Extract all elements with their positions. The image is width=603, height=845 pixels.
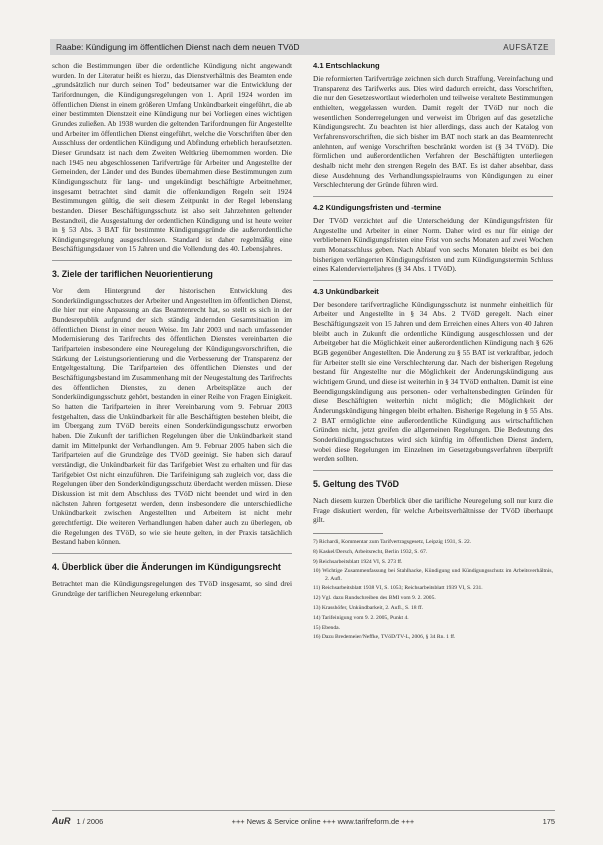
body-paragraph: schon die Bestimmungen über die ordentliche Kündigung nicht angewandt wurden. In der Literatur heißt es hierzu, das Dienstverhältnis des Beamten ende „grundsätzlich nur durch seinen Tod" bedeutsamer war die Entwicklung der Tarifordnungen, die Kündigungsregelungen von 1. April 1924 worden im öffentlichen Dienst in einem größeren Umfang Unkündbarkeit eingeführt, die ab einer bestimmten Dienstzeit eine Kündigung nur bei Vorliegen eines wichtigen Grundes zuließen. Ab 1938 wurden die geltenden Tarifordnungen für Angestellte und Arbeiter im öffentlichen Dienst eingeführt, welche die Vorschriften über den Ausschluss der ordentlichen Kündigung und Abfindung erheblich heraufsetzten. Dieser Grundsatz ist nach dem Zweiten Weltkrieg übernommen worden. Die nach 1945 neu abgeschlossenen Tarifverträge für Arbeiter und Angestellte der Gemeinden, der Länder und des Bundes übernahmen diese Bestimmungen zum Kündigungsschutz für lang- und ungekündigt beschäftigte Arbeitnehmer, insgesamt betrachtet sind damit die offenkundigen Regeln seit 1924 Bestimmungen gültig, die seit diesem Zeitpunkt in der Regel lebenslang bestanden. Dieser Beschäftigungsschutz ist also seit Jahrzehnten geltender Bestandteil, die Ausgestaltung der ordentlichen Kündigung und ist heute weiter in § 53 Abs. 3 BAT für bestimmte Kündigungsgründe die außerordentliche Kündigungsregelung ausgeschlossen. Standard ist daher regelmäßig eine Beschäftigungsdauer von 15 Jahren und die Vollendung des 40. Lebensjahres. [52, 61, 292, 254]
footnote: 8) Kaskel/Dersch, Arbeitsrecht, Berlin 1932, S. 67. [313, 548, 428, 555]
footnote: 7) Richardi, Kommentar zum Tarifvertragsgesetz, Leipzig 1931, S. 22. [313, 538, 472, 545]
section-divider [313, 280, 553, 281]
subsection-heading-4-3: 4.3 Unkündbarkeit [313, 286, 379, 296]
issue-number: 1 / 2006 [76, 816, 104, 826]
running-header-section: AUFSÄTZE [503, 42, 549, 52]
subsection-heading-4-2: 4.2 Kündigungsfristen und -termine [313, 202, 442, 212]
right-column [313, 61, 553, 644]
footer-rule [52, 810, 555, 811]
body-paragraph: Die reformierten Tarifverträge zeichnen sich durch Straffung, Vereinfachung und Transparenz des Tarifwerks aus. Dies wird dadurch erreicht, dass Vorschriften, die nur den Gesetzeswortlaut wiederholen und teilweise veraltete Bestimmungen enthielten, weggelassen wurden. Damit regelt der TVöD nur noch die wesentlichen Sonderregelungen und verweist im Übrigen auf das gesetzliche Kündigungsrecht. Zu beachten ist hier allerdings, dass auch der Katalog von Verfahrensvorschriften, die sich bisher im BAT noch stark an das Beamtenrecht anlehnten, auf wenige Vorschriften beschränkt worden ist (§ 34 TVöD). Die förmlichen und außerordentlichen Verfahren der Beschäftigten unterliegen deshalb nicht mehr den strengen Regeln des BAT. Es ist daher absehbar, dass diese Ausdehnung des Verhandlungsspielraums von Kündigungen zu einer Verschlechterung der Gründe führen wird. [313, 74, 553, 190]
footnote: 13) Krasshöfer, Unkündbarkeit, 2. Aufl., S. 18 ff. [313, 604, 423, 611]
footnote: 9) Reichsarbeitsblatt 1924 VI, S. 273 ff. [313, 558, 403, 565]
running-header-title: Raabe: Kündigung im öffentlichen Dienst nach dem neuen TVöD [56, 42, 300, 52]
footer-link[interactable]: +++ News & Service online +++ www.tarifreform.de +++ [231, 816, 415, 826]
body-paragraph: Der TVöD verzichtet auf die Unterscheidung der Kündigungsfristen für Angestellte und Arbeiter in einer Norm. Daher wird es nur für einige der verbliebenen Kündigungsfristen eine Frist von sechs Monaten auf zwei Wochen zum Monatsschluss geben. Nach Ablauf von sechs Monaten bleibt es bei den bisherigen verlängerten Kündigungsfristen und zum Kündigungstermin Schluss eines Kalendervierteljahres (§ 34 Abs. 1 TVöD). [313, 215, 553, 274]
footnote: 14) Tarifeinigung vom 9. 2. 2005, Punkt 4. [313, 614, 409, 621]
page-footer [52, 815, 555, 827]
footnote: 16) Dazu Bredemeier/Neffke, TVöD/TV-L, 2006, § 34 Rn. 1 ff. [313, 634, 456, 641]
running-header [50, 39, 555, 55]
section-divider [313, 196, 553, 197]
section-heading-3: 3. Ziele der tariflichen Neuorientierung [52, 269, 213, 280]
subsection-heading-4-1: 4.1 Entschlackung [313, 61, 380, 70]
section-heading-5: 5. Geltung des TVöD [313, 478, 400, 489]
section-divider [52, 553, 292, 554]
journal-logo: AuR [52, 816, 71, 826]
section-divider [313, 470, 553, 471]
left-column [52, 61, 292, 604]
footnote-rule [313, 533, 383, 534]
body-paragraph: Nach diesem kurzen Überblick über die tarifliche Neuregelung soll nur kurz die Frage diskutiert werden, für welche Arbeitsverhältnisse der TVöD überhaupt gilt. [313, 495, 553, 525]
footnote: 10) Wichtige Zusammenfassung bei Stahlhacke, Kündigung und Kündigungsschutz im Arbeitsverhältnis, 2. Aufl. [313, 568, 553, 582]
footer-left [52, 816, 103, 826]
footnote: 15) Ebenda. [313, 624, 341, 631]
footnote: 12) Vgl. dazu Rundschreiben des BMI vom 9. 2. 2005. [313, 595, 436, 602]
section-heading-4: 4. Überblick über die Änderungen im Kündigungsrecht [52, 561, 281, 572]
footnotes [313, 539, 553, 642]
body-paragraph: Betrachtet man die Kündigungsregelungen des TVöD insgesamt, so sind drei Grundzüge der tariflichen Neuregelung erkennbar: [52, 578, 292, 598]
page-number: 175 [542, 816, 555, 826]
footnote: 11) Reichsarbeitsblatt 1938 VI, S. 1053; Reichsarbeitsblatt 1939 VI, S. 231. [313, 585, 483, 592]
section-divider [52, 260, 292, 261]
body-paragraph: Vor dem Hintergrund der historischen Entwicklung des Sonderkündigungsschutzes der Arbeiter und Angestellten im öffentlichen Dienst, die hier nur eine Anpassung an das Beamtenrecht hat, so stellt es sich in der Bundesrepublik aufgrund der sich ständig ändernden Gesamtsituation im öffentlichen Dienst in einer neuen Weise. Im Jahr 2003 und nach umfassender Modernisierung des Tarifrechts des öffentlichen Dienstes vereinbarten die Tarifparteien insbesondere eine Neuregelung der Kündigungsvorschriften, die Stärkung der Leistungsorientierung und die Verbesserung der Transparenz der Entgeltgestaltung. Die Tarifparteien des öffentlichen Dienstes und der Beschäftigungsbestand im Zusammenhang mit der Neugestaltung des Tarifrechts des öffentlichen Dienstes, zu denen Arbeitsplätze auch der Sonderkündigungsschutz gehört, bestanden in einer Reihe von Fragen Einigkeit. So hatten die Tarifparteien in ihrer Vereinbarung vom 9. Februar 2003 festgehalten, dass die Unkündbarkeit für alle Beschäftigten bestehen bleibt, die im Übergang zum TVöD bereits einen Sonderkündigungsschutz erworben haben. Die Zukunft der tariflichen Regelungen über die Unkündbarkeit stand damit im Mittelpunkt der Verhandlungen. Am 9. Februar 2005 haben sich die Tarifparteien auf die Grundzüge des TVöD geeinigt. Sie haben sich darauf verständigt, die Unkündbarkeit für das Tarifgebiet West zu erhalten und für das Tarifgebiet Ost nicht einzuführen. Die Tarifeinigung sah zugleich vor, dass die Regelungen über den Sonderkündigungsschutz überdacht werden müssen. Diese Diskussion ist mit dem Abschluss des TVöD nicht beendet und wird in den nächsten Jahren fortgesetzt werden, denn insbesondere die unterschiedliche Unkündbarkeit zwischen Angestellten und Arbeitern ist nicht mehr gerechtfertigt. Die weiteren Verhandlungen haben daher auch zu überlegen, ob die Regelungen des TVöD, so wie sie heute gelten, in der Praxis tatsächlich Bestand haben können. [52, 286, 292, 547]
body-paragraph: Der besondere tarifvertragliche Kündigungsschutz ist nunmehr einheitlich für Arbeiter und Angestellte in § 34 Abs. 2 TVöD geregelt. Nach einer Beschäftigungszeit von 15 Jahren und dem Erreichen eines Alters von 40 Jahren bleibt auch in Zukunft die ordentliche Kündigung ausgeschlossen und der Arbeitgeber hat die Möglichkeit einer außerordentlichen Kündigung nach § 626 BGB gegenüber Angestellten. Die Änderung zu § 55 BAT ist verkraftbar, jedoch für Arbeiter stellt sie eine Verschlechterung dar. Nach der bisherigen Regelung bestand für Angestellte nur die Möglichkeit der Änderungskündigung aus wichtigem Grund, und diese ist weiterhin in § 34 TVöD enthalten. Damit ist eine Beendigungskündigung aus personen- oder verhaltensbedingten Gründen für diese Beschäftigten weiterhin nicht möglich; die Möglichkeit der Änderungskündigung hingegen bleibt erhalten. Bisherige Regelung in § 55 Abs. 2 BAT ermöglichte eine außerordentliche Kündigung aus wirtschaftlichen Gründen nicht, jetzt greifen die allgemeinen Regelungen. Die Bedeutung des Sonderkündigungsschutzes wird sich künftig im öffentlichen Dienst ändern, wobei diese Regelungen im Einzelnen im Gesetzgebungsverfahren überprüft werden sollten. [313, 299, 553, 464]
